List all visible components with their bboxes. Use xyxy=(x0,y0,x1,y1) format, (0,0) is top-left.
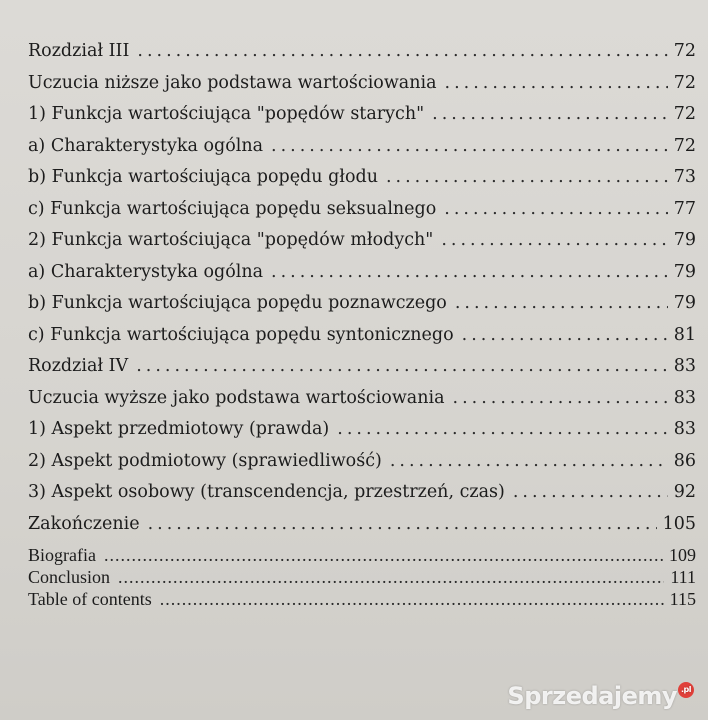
toc-entry xyxy=(28,194,696,226)
toc-entry-page: 72 xyxy=(673,104,696,124)
leader-dots xyxy=(160,588,664,610)
toc-entry xyxy=(28,288,696,320)
appendix-entry xyxy=(28,566,696,588)
toc-entry xyxy=(28,414,696,446)
toc-entry-page: 81 xyxy=(673,324,696,345)
toc-entry-page: 83 xyxy=(673,356,696,376)
toc-entry xyxy=(28,257,696,289)
leader-dots xyxy=(390,446,668,478)
leader-dots xyxy=(136,351,668,383)
watermark-text: Sprzedajemy xyxy=(507,682,677,710)
leader-dots xyxy=(118,566,664,588)
toc-entry-page: 72 xyxy=(673,135,696,156)
leader-dots xyxy=(445,68,668,100)
toc-entry-title: Uczucia niższe jako podstawa wartościowania xyxy=(28,72,437,93)
leader-dots xyxy=(462,320,668,352)
toc-entry-title: b) Funkcja wartościująca popędu głodu xyxy=(28,167,378,187)
appendix-entry xyxy=(28,588,696,610)
toc-entry-page: 79 xyxy=(673,230,696,250)
toc-entry-title: 1) Funkcja wartościująca "popędów starych" xyxy=(28,104,425,124)
toc-entry-title: 1) Aspekt przedmiotowy (prawda) xyxy=(28,419,330,439)
toc-entry xyxy=(28,225,696,257)
toc-entry-title: Zakończenie xyxy=(28,513,140,534)
appendix-entry-title: Table of contents xyxy=(28,589,152,609)
toc-entry-page: 79 xyxy=(673,261,696,282)
watermark-badge: .pl xyxy=(678,682,694,698)
leader-dots xyxy=(432,99,668,131)
toc-entry-title: Rozdział IV xyxy=(28,356,129,376)
toc-entry-page: 105 xyxy=(662,513,696,534)
toc-entry xyxy=(28,446,696,478)
toc-entry-page: 72 xyxy=(673,41,696,61)
toc-entry xyxy=(28,68,696,100)
leader-dots xyxy=(271,257,668,289)
appendix-entry-page: 115 xyxy=(669,589,696,609)
appendix-entry-title: Conclusion xyxy=(28,567,111,587)
appendix-entry-title: Biografia xyxy=(28,545,96,565)
toc-entry-page: 77 xyxy=(673,198,696,219)
toc-entry xyxy=(28,477,696,509)
toc-entry-title: a) Charakterystyka ogólna xyxy=(28,135,264,156)
table-of-contents xyxy=(28,36,696,610)
toc-entry-title: 2) Aspekt podmiotowy (sprawiedliwość) xyxy=(28,450,382,471)
toc-entry-title: 2) Funkcja wartościująca "popędów młodych" xyxy=(28,230,434,250)
toc-entry-title: Uczucia wyższe jako podstawa wartościowania xyxy=(28,387,445,408)
leader-dots xyxy=(386,162,668,194)
toc-entry xyxy=(28,131,696,163)
watermark-logo xyxy=(507,682,694,710)
toc-entry xyxy=(28,351,696,383)
leader-dots xyxy=(271,131,668,163)
leader-dots xyxy=(337,414,667,446)
toc-entry-page: 83 xyxy=(673,387,696,408)
leader-dots xyxy=(455,288,668,320)
toc-entry xyxy=(28,383,696,415)
appendix-entry xyxy=(28,544,696,566)
toc-entry-title: a) Charakterystyka ogólna xyxy=(28,261,264,282)
toc-entry-page: 79 xyxy=(673,293,696,313)
leader-dots xyxy=(513,477,668,509)
toc-entry-page: 86 xyxy=(673,450,696,471)
toc-entry-page: 92 xyxy=(673,482,696,502)
toc-entry-title: Rozdział III xyxy=(28,41,130,61)
leader-dots xyxy=(453,383,668,415)
toc-entry-title: c) Funkcja wartościująca popędu seksualnego xyxy=(28,198,437,219)
toc-entry-title: b) Funkcja wartościująca popędu poznawczego xyxy=(28,293,447,313)
leader-dots xyxy=(137,36,667,68)
leader-dots xyxy=(441,225,667,257)
appendix-entry-page: 109 xyxy=(669,545,696,565)
toc-entry xyxy=(28,162,696,194)
leader-dots xyxy=(104,544,663,566)
leader-dots xyxy=(148,509,657,541)
toc-entry xyxy=(28,320,696,352)
toc-entry-title: 3) Aspekt osobowy (transcendencja, przestrzeń, czas) xyxy=(28,482,505,502)
leader-dots xyxy=(444,194,667,226)
toc-entry xyxy=(28,36,696,68)
toc-entry-page: 72 xyxy=(673,72,696,93)
toc-entry xyxy=(28,99,696,131)
toc-entry xyxy=(28,509,696,541)
appendix-entry-page: 111 xyxy=(670,567,696,587)
toc-entry-title: c) Funkcja wartościująca popędu syntonicznego xyxy=(28,324,454,345)
toc-entry-page: 83 xyxy=(673,419,696,439)
toc-entry-page: 73 xyxy=(673,167,696,187)
